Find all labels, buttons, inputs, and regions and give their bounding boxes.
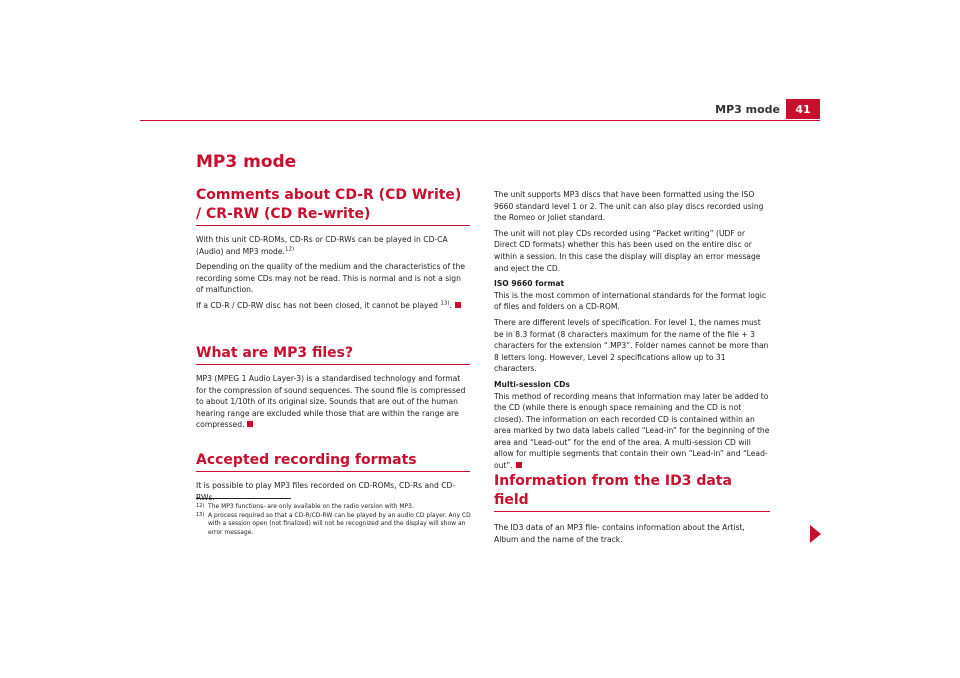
section-what-are-mp3 bbox=[196, 344, 470, 435]
header-rule bbox=[140, 120, 820, 121]
paragraph: MP3 (MPEG 1 Audio Layer-3) is a standardised technology and format for the compression of sound sequences. The sound file is compressed to about 1/10th of its original size. Sounds that are out of the human hearing range are excluded while those that are within the range are compressed. bbox=[196, 374, 466, 430]
footnote-rule bbox=[196, 498, 291, 499]
end-of-section-icon bbox=[455, 302, 461, 308]
paragraph: This is the most common of international standards for the format logic of files and folders on a CD-ROM. bbox=[494, 290, 767, 312]
end-of-section-icon bbox=[247, 421, 253, 427]
section-cd-r-comments bbox=[196, 186, 470, 316]
page-number: 41 bbox=[786, 99, 820, 119]
paragraph: The unit supports MP3 discs that have been formatted using the ISO 9660 standard level 1 or 2. The unit can also play discs recorded using the Romeo or Joliet standard. bbox=[494, 190, 764, 223]
section-id3-info bbox=[494, 472, 770, 549]
subheading-iso-9660: ISO 9660 format bbox=[494, 279, 565, 289]
running-header-title: MP3 mode bbox=[715, 103, 780, 116]
footnote-ref-13[interactable]: 13) bbox=[440, 300, 450, 307]
chapter-title: MP3 mode bbox=[196, 152, 297, 172]
next-page-arrow-icon[interactable] bbox=[810, 525, 821, 543]
footnote-12: 12) The MP3 functions- are only available on the radio version with MP3. bbox=[196, 503, 414, 510]
paragraph: The ID3 data of an MP3 file- contains information about the Artist, Album and the name of the track. bbox=[494, 523, 745, 544]
paragraph: If a CD-R / CD-RW disc has not been closed, it cannot be played $^{13)}$. bbox=[196, 300, 470, 312]
section-heading: Accepted recording formats bbox=[196, 451, 470, 472]
section-heading: Information from the ID3 data field bbox=[494, 472, 770, 512]
subheading-multi-session: Multi-session CDs bbox=[494, 379, 570, 389]
footnote-ref-12[interactable]: 12) bbox=[284, 246, 295, 253]
paragraph: There are different levels of specification. For level 1, the names must be in 8.3 format (8 characters maximum for the name of the file + 3 characters for the extension “.MP3”. Folder names cannot be more than 8 letters long. However, Level 2 specifications allow up to 31 characters. bbox=[494, 317, 769, 374]
paragraph: This method of recording means that information may later be added to the CD (while there is enough space remaining and the CD is not closed). The information on each recorded CD is contained within an area marked by two data labels called “Lead-in” for the beginning of the area and “Lead-out” for the end of the area. A multi-session CD will allow for multiple segments that contain their own “Lead-in” and “Lead-out”. bbox=[494, 391, 770, 471]
paragraph: The unit will not play CDs recorded using “Packet writing” (UDF or Direct CD formats) whether this has been used on the entire disc or within a session. In this case the display will display an error message and eject the CD. bbox=[494, 228, 761, 273]
end-of-section-icon bbox=[516, 462, 522, 468]
section-heading: What are MP3 files? bbox=[196, 344, 470, 365]
right-column-text bbox=[494, 189, 770, 476]
paragraph: It is possible to play MP3 files recorded on CD-ROMs, CD-Rs and CD- bbox=[196, 481, 456, 490]
paragraph: Depending on the quality of the medium and the characteristics of the recording some CDs may not be read. This is normal and is not a sign of malfunction. bbox=[196, 262, 466, 295]
paragraph: With this unit CD-ROMs, CD-Rs or CD-RWs can be played in CD-CA (Audio) and MP3 mode.$^{12)}$ bbox=[196, 235, 448, 256]
section-heading: Comments about CD-R (CD Write) / CR-RW (CD Re-write) bbox=[196, 186, 470, 226]
footnote-13: 13) A process required so that a CD-R/CD-RW can be played by an audio CD player. Any CD with a session open (not finalized) will not be recognized and the display will show an error message. bbox=[196, 512, 471, 536]
